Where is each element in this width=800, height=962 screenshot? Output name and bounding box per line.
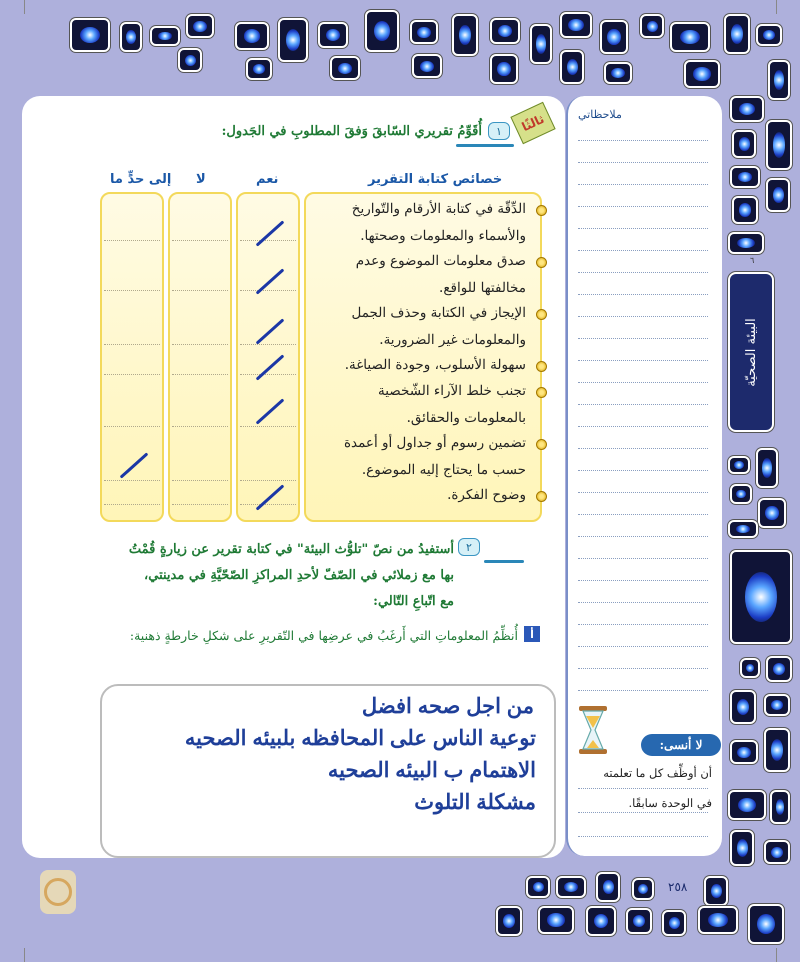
dotted-row xyxy=(104,504,160,505)
note-line xyxy=(578,140,708,141)
decorative-tile xyxy=(764,694,790,716)
dotted-row xyxy=(172,426,228,427)
dotted-row xyxy=(104,240,160,241)
crop-mark xyxy=(24,0,25,14)
crop-mark xyxy=(24,948,25,962)
notes-title: ملاحظاتي xyxy=(578,108,622,121)
bullet-icon xyxy=(536,439,547,450)
decorative-tile xyxy=(330,56,360,80)
decorative-tile xyxy=(70,18,110,52)
note-line xyxy=(578,812,708,813)
decorative-tile xyxy=(490,54,518,84)
note-line xyxy=(578,624,708,625)
decorative-tile xyxy=(452,14,478,56)
note-line xyxy=(578,836,708,837)
criterion-4: سهولة الأسلوب، وجودة الصياغة. xyxy=(344,357,526,373)
decorative-tile xyxy=(526,876,550,898)
decorative-tile xyxy=(728,790,766,820)
note-line xyxy=(578,788,708,789)
decorative-tile xyxy=(758,498,786,528)
criterion-2: صدق معلومات الموضوع وعدم مخالفتها للواقع. xyxy=(355,253,526,296)
decorative-tile xyxy=(756,24,782,46)
note-line xyxy=(578,470,708,471)
decorative-tile xyxy=(586,906,616,936)
dotted-row xyxy=(240,344,296,345)
decorative-tile xyxy=(730,830,754,866)
question2-line-1: أستفيدُ من نصّ "تلوُّث البيئة" في كتابة تقرير عن زيارةٍ قُمْتُ xyxy=(128,542,454,557)
note-line xyxy=(578,536,708,537)
note-line xyxy=(578,162,708,163)
dotted-row xyxy=(240,374,296,375)
note-line xyxy=(578,338,708,339)
answer-line-4: مشكلة التلوث xyxy=(414,791,536,814)
dotted-row xyxy=(104,480,160,481)
publisher-logo xyxy=(40,870,76,914)
decorative-tile xyxy=(740,658,760,678)
page-number: ٢٥٨ xyxy=(668,880,688,894)
note-line xyxy=(578,602,708,603)
column-yes xyxy=(236,192,300,522)
decorative-tile xyxy=(150,26,180,46)
decorative-tile xyxy=(235,22,269,50)
header-yes: نعم xyxy=(256,172,279,187)
decorative-tile xyxy=(410,20,438,44)
column-no xyxy=(168,192,232,522)
header-partly: إلى حدٍّ ما xyxy=(110,172,172,187)
decorative-tile xyxy=(730,690,756,724)
note-line xyxy=(578,580,708,581)
hourglass-icon xyxy=(576,704,610,756)
section-badge-label: ثالثًا xyxy=(519,111,547,135)
decorative-tile xyxy=(728,456,750,474)
bullet-icon xyxy=(536,257,547,268)
note-line xyxy=(578,448,708,449)
note-line xyxy=(578,294,708,295)
decorative-tile xyxy=(490,18,520,44)
decorative-tile xyxy=(600,20,628,54)
decorative-tile xyxy=(662,910,686,936)
decorative-tile xyxy=(560,50,584,84)
note-line xyxy=(578,360,708,361)
note-line xyxy=(578,228,708,229)
decorative-tile xyxy=(684,60,720,88)
decorative-tile xyxy=(704,876,728,906)
decorative-tile xyxy=(632,878,654,900)
decorative-tile xyxy=(626,908,652,934)
crop-mark xyxy=(776,948,777,962)
dotted-row xyxy=(172,240,228,241)
bullet-icon xyxy=(536,491,547,502)
reminder-line-1: أن أوظِّف كل ما تعلمته xyxy=(603,766,712,780)
decorative-tile xyxy=(766,178,790,212)
decorative-tile xyxy=(764,840,790,864)
decorative-tile xyxy=(530,24,552,64)
dotted-row xyxy=(172,504,228,505)
decorative-tile xyxy=(768,60,790,100)
dotted-row xyxy=(172,290,228,291)
decorative-tile xyxy=(724,14,750,54)
decorative-tile xyxy=(766,656,792,682)
decorative-tile xyxy=(556,876,586,898)
dotted-row xyxy=(104,290,160,291)
decorative-tile xyxy=(730,484,752,504)
dotted-row xyxy=(240,480,296,481)
reminder-badge: لا أنسى: xyxy=(641,734,721,756)
question2-line-2: بها مع زملائي في الصّفّ لأحدِ المراكزِ الصّحّيَّةِ في مدينتي، xyxy=(144,568,454,583)
decorative-tile xyxy=(698,906,738,934)
question-underline xyxy=(484,560,524,563)
note-line xyxy=(578,646,708,647)
decorative-tile xyxy=(538,906,574,934)
decorative-tile xyxy=(728,232,764,254)
decorative-tile xyxy=(730,740,758,764)
subquestion-badge xyxy=(524,626,540,642)
decorative-tile xyxy=(670,22,710,52)
decorative-tile xyxy=(756,448,778,488)
decorative-tile xyxy=(748,904,784,944)
note-line xyxy=(578,492,708,493)
criterion-3: الإيجاز في الكتابة وحذف الجمل والمعلومات غير الضرورية. xyxy=(351,305,526,348)
decorative-tile xyxy=(732,130,756,158)
subquestion-text: أُنظِّمُ المعلوماتِ التي أَرغَبُ في عرضِها في التّقريرِ على شكلِ خارطةٍ ذهنية: xyxy=(129,628,518,643)
decorative-tile xyxy=(728,520,758,538)
note-line xyxy=(578,382,708,383)
note-line xyxy=(578,316,708,317)
decorative-tile xyxy=(770,790,790,824)
dotted-row xyxy=(172,344,228,345)
header-criteria: خصائص كتابة التقرير xyxy=(368,172,503,187)
question2-line-3: مع اتّباعِ التّالي: xyxy=(373,594,454,609)
note-line xyxy=(578,514,708,515)
criterion-1: الدِّقّة في كتابة الأرقام والتّواريخ والأسماء والمعلومات وصحتها. xyxy=(351,201,526,244)
dotted-row xyxy=(240,240,296,241)
dotted-row xyxy=(104,426,160,427)
note-line xyxy=(578,668,708,669)
answer-line-2: توعية الناس على المحافظه بلبيئه الصحيه xyxy=(184,727,536,750)
column-partly xyxy=(100,192,164,522)
unit-number: ٦ xyxy=(750,256,755,265)
decorative-tile xyxy=(318,22,348,48)
criterion-5: تجنب خلط الآراء الشّخصية بالمعلومات والحقائق. xyxy=(377,383,526,426)
decorative-tile xyxy=(186,14,214,38)
decorative-tile xyxy=(596,872,620,902)
decorative-tile xyxy=(496,906,522,936)
decorative-tile xyxy=(730,96,764,122)
answer-line-3: الاهتمام ب البيئه الصحيه xyxy=(327,759,536,782)
dotted-row xyxy=(172,374,228,375)
note-line xyxy=(578,690,708,691)
question-number-badge xyxy=(458,538,480,556)
note-line xyxy=(578,206,708,207)
note-line xyxy=(578,184,708,185)
note-line xyxy=(578,426,708,427)
bullet-icon xyxy=(536,205,547,216)
criterion-6: تضمين رسوم أو جداول أو أعمدة حسب ما يحتاج إليه الموضوع. xyxy=(343,435,526,478)
bullet-icon xyxy=(536,309,547,320)
decorative-tile xyxy=(640,14,664,38)
decorative-tile xyxy=(560,12,592,38)
bullet-icon xyxy=(536,387,547,398)
decorative-tile xyxy=(365,10,399,52)
decorative-tile xyxy=(732,196,758,224)
header-no: لا xyxy=(196,172,206,187)
decorative-tile xyxy=(178,48,202,72)
question-number: ١ xyxy=(496,124,502,138)
decorative-tile xyxy=(730,550,792,644)
note-line xyxy=(578,558,708,559)
decorative-tile xyxy=(278,18,308,62)
bullet-icon xyxy=(536,361,547,372)
decorative-tile xyxy=(764,728,790,772)
decorative-tile xyxy=(120,22,142,52)
question-number: ٢ xyxy=(466,540,472,554)
subquestion-letter: أ xyxy=(530,627,534,641)
decorative-tile xyxy=(412,54,442,78)
dotted-row xyxy=(104,344,160,345)
question-underline xyxy=(456,144,514,147)
unit-tab-label: البيئة الصحيّة xyxy=(743,317,759,387)
note-line xyxy=(578,404,708,405)
question-number-badge xyxy=(488,122,510,140)
decorative-tile xyxy=(604,62,632,84)
dotted-row xyxy=(240,290,296,291)
decorative-tile xyxy=(730,166,760,188)
note-line xyxy=(578,250,708,251)
note-line xyxy=(578,272,708,273)
reminder-line-2: في الوحدة سابقًا. xyxy=(628,796,712,810)
decorative-tile xyxy=(246,58,272,80)
decorative-tile xyxy=(766,120,792,170)
answer-line-1: من اجل صحه افضل xyxy=(361,695,534,718)
unit-tab xyxy=(728,272,774,432)
question-title: أُقَوِّمُ تقريري السّابقَ وَفقَ المطلوبِ في الجَدول: xyxy=(221,124,482,139)
crop-mark xyxy=(776,0,777,14)
dotted-row xyxy=(104,374,160,375)
criterion-7: وضوح الفكرة. xyxy=(447,487,526,503)
dotted-row xyxy=(172,480,228,481)
dotted-row xyxy=(240,504,296,505)
answer-box[interactable] xyxy=(100,684,556,858)
dotted-row xyxy=(240,426,296,427)
